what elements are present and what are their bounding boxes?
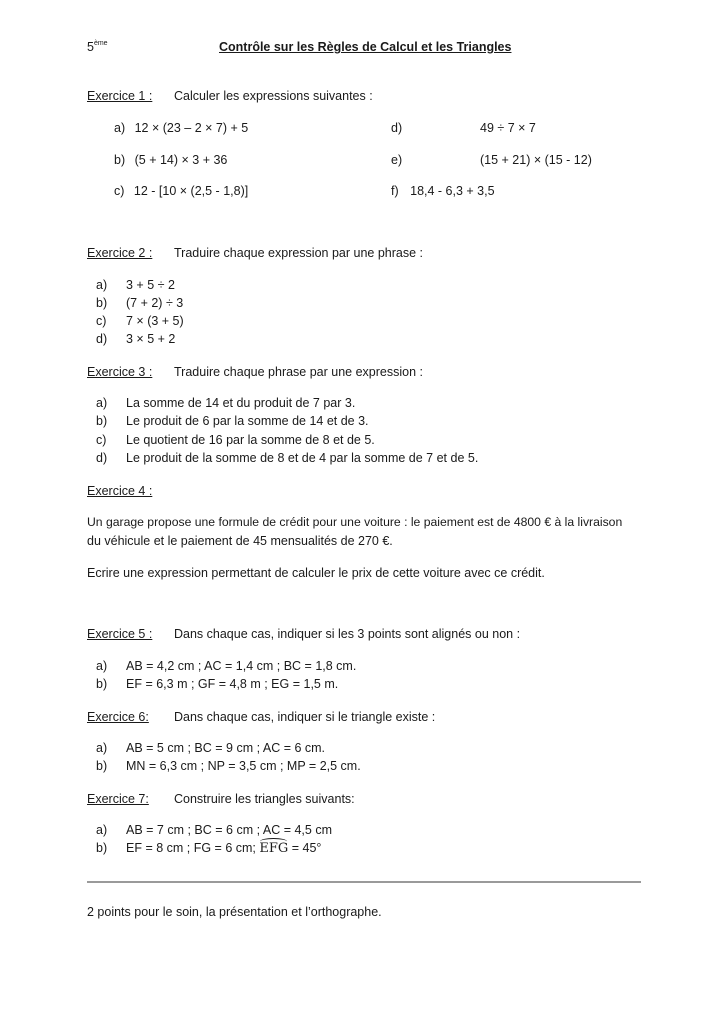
ex5-item-a [96, 659, 356, 673]
ex3-item-c-text: Le quotient de 16 par la somme de 8 et de 5. [126, 433, 375, 447]
ex3-item-c [96, 433, 375, 447]
ex5-item-b-text: EF = 6,3 m ; GF = 4,8 m ; EG = 1,5 m. [126, 677, 339, 691]
page-title: Contrôle sur les Règles de Calcul et les Triangles [219, 40, 512, 54]
ex6-instruction: Dans chaque cas, indiquer si le triangle existe : [174, 710, 436, 724]
ex3-item-a [96, 396, 355, 410]
ex4-question: Ecrire une expression permettant de calculer le prix de cette voiture avec ce crédit. [87, 566, 545, 580]
ex6-item-a-text: AB = 5 cm ; BC = 9 cm ; AC = 6 cm. [126, 741, 326, 755]
ex4-statement-line-1: Un garage propose une formule de crédit pour une voiture : le paiement est de 4800 € à la livraison [87, 515, 623, 529]
ex1-instruction: Calculer les expressions suivantes : [174, 89, 373, 103]
ex1-item-a-expr: 12 × (23 – 2 × 7) + 5 [134, 121, 249, 135]
class-level-suffix: ème [93, 40, 108, 47]
ex1-item-d-expr: 49 ÷ 7 × 7 [480, 121, 536, 135]
ex1-item-b-letter: b) [114, 153, 126, 167]
ex2-item-b-text: (7 + 2) ÷ 3 [126, 296, 184, 310]
ex4-label: Exercice 4 : [87, 484, 153, 498]
ex4-statement-line-2: du véhicule et le paiement de 45 mensualités de 270 €. [87, 534, 393, 548]
ex1-item-f-letter: f) [391, 184, 399, 198]
ex2-item-a-text: 3 + 5 ÷ 2 [126, 278, 175, 292]
ex2-item-b-letter: b) [96, 296, 108, 310]
ex1-item-f-expr: 18,4 - 6,3 + 3,5 [410, 184, 495, 198]
ex3-item-a-text: La somme de 14 et du produit de 7 par 3. [126, 396, 356, 410]
angle-arc-icon [260, 838, 287, 845]
ex2-item-c-text: 7 × (3 + 5) [126, 314, 184, 328]
ex6-label: Exercice 6: [87, 710, 149, 724]
ex7-item-a [96, 823, 332, 837]
ex1-item-a-letter: a) [114, 121, 126, 135]
ex1-item-c [114, 184, 248, 198]
ex2-item-c [96, 314, 184, 328]
ex2-item-d-letter: d) [96, 332, 108, 346]
ex7-item-a-text: AB = 7 cm ; BC = 6 cm ; AC = 4,5 cm [126, 823, 332, 837]
ex2-item-a [96, 278, 175, 292]
ex2-label: Exercice 2 : [87, 246, 153, 260]
ex1-item-b [114, 153, 227, 167]
ex2-item-d [96, 332, 175, 346]
angle-efg [259, 841, 288, 856]
ex1-item-d-letter: d) [391, 121, 403, 135]
ex2-instruction: Traduire chaque expression par une phrase : [174, 246, 423, 260]
grading-note: 2 points pour le soin, la présentation et l’orthographe. [87, 905, 382, 919]
ex3-item-b-letter: b) [96, 414, 108, 428]
ex2-item-d-text: 3 × 5 + 2 [126, 332, 176, 346]
ex7-item-b-text: EF = 8 cm ; FG = 6 cm; [126, 841, 260, 855]
ex3-label: Exercice 3 : [87, 365, 153, 379]
ex7-item-b [96, 841, 321, 856]
ex5-instruction: Dans chaque cas, indiquer si les 3 points sont alignés ou non : [174, 627, 521, 641]
ex1-item-c-expr: 12 - [10 × (2,5 - 1,8)] [133, 184, 249, 198]
ex7-item-b-angle-value: = 45° [288, 841, 322, 855]
ex1-item-e-expr: (15 + 21) × (15 - 12) [480, 153, 592, 167]
ex7-item-b-letter: b) [96, 841, 108, 855]
ex2-item-b [96, 296, 183, 310]
ex1-label: Exercice 1 : [87, 89, 153, 103]
ex6-item-a-letter: a) [96, 741, 108, 755]
ex7-item-a-letter: a) [96, 823, 108, 837]
class-level-number: 5 [87, 40, 94, 54]
ex3-item-d-text: Le produit de la somme de 8 et de 4 par la somme de 7 et de 5. [126, 451, 479, 465]
ex3-item-b-text: Le produit de 6 par la somme de 14 et de 3. [126, 414, 369, 428]
ex7-instruction: Construire les triangles suivants: [174, 792, 355, 806]
ex5-item-b-letter: b) [96, 677, 108, 691]
ex3-item-c-letter: c) [96, 433, 107, 447]
footer-separator [87, 881, 641, 883]
ex5-item-a-text: AB = 4,2 cm ; AC = 1,4 cm ; BC = 1,8 cm. [126, 659, 357, 673]
ex7-label: Exercice 7: [87, 792, 149, 806]
ex1-item-a [114, 121, 248, 135]
ex3-item-d-letter: d) [96, 451, 108, 465]
ex1-item-f [391, 184, 495, 198]
ex5-item-a-letter: a) [96, 659, 108, 673]
ex2-item-c-letter: c) [96, 314, 107, 328]
ex3-item-a-letter: a) [96, 396, 108, 410]
ex6-item-a [96, 741, 325, 755]
ex5-item-b [96, 677, 338, 691]
ex1-item-e-letter: e) [391, 153, 403, 167]
angle-efg-label: EFG [259, 841, 289, 856]
ex6-item-b-text: MN = 6,3 cm ; NP = 3,5 cm ; MP = 2,5 cm. [126, 759, 361, 773]
ex1-item-c-letter: c) [114, 184, 125, 198]
ex6-item-b [96, 759, 361, 773]
ex3-item-b [96, 414, 369, 428]
ex2-item-a-letter: a) [96, 278, 108, 292]
ex1-item-b-expr: (5 + 14) × 3 + 36 [134, 153, 228, 167]
ex3-instruction: Traduire chaque phrase par une expression : [174, 365, 423, 379]
ex6-item-b-letter: b) [96, 759, 108, 773]
ex3-item-d [96, 451, 478, 465]
class-level [87, 40, 108, 54]
ex5-label: Exercice 5 : [87, 627, 153, 641]
